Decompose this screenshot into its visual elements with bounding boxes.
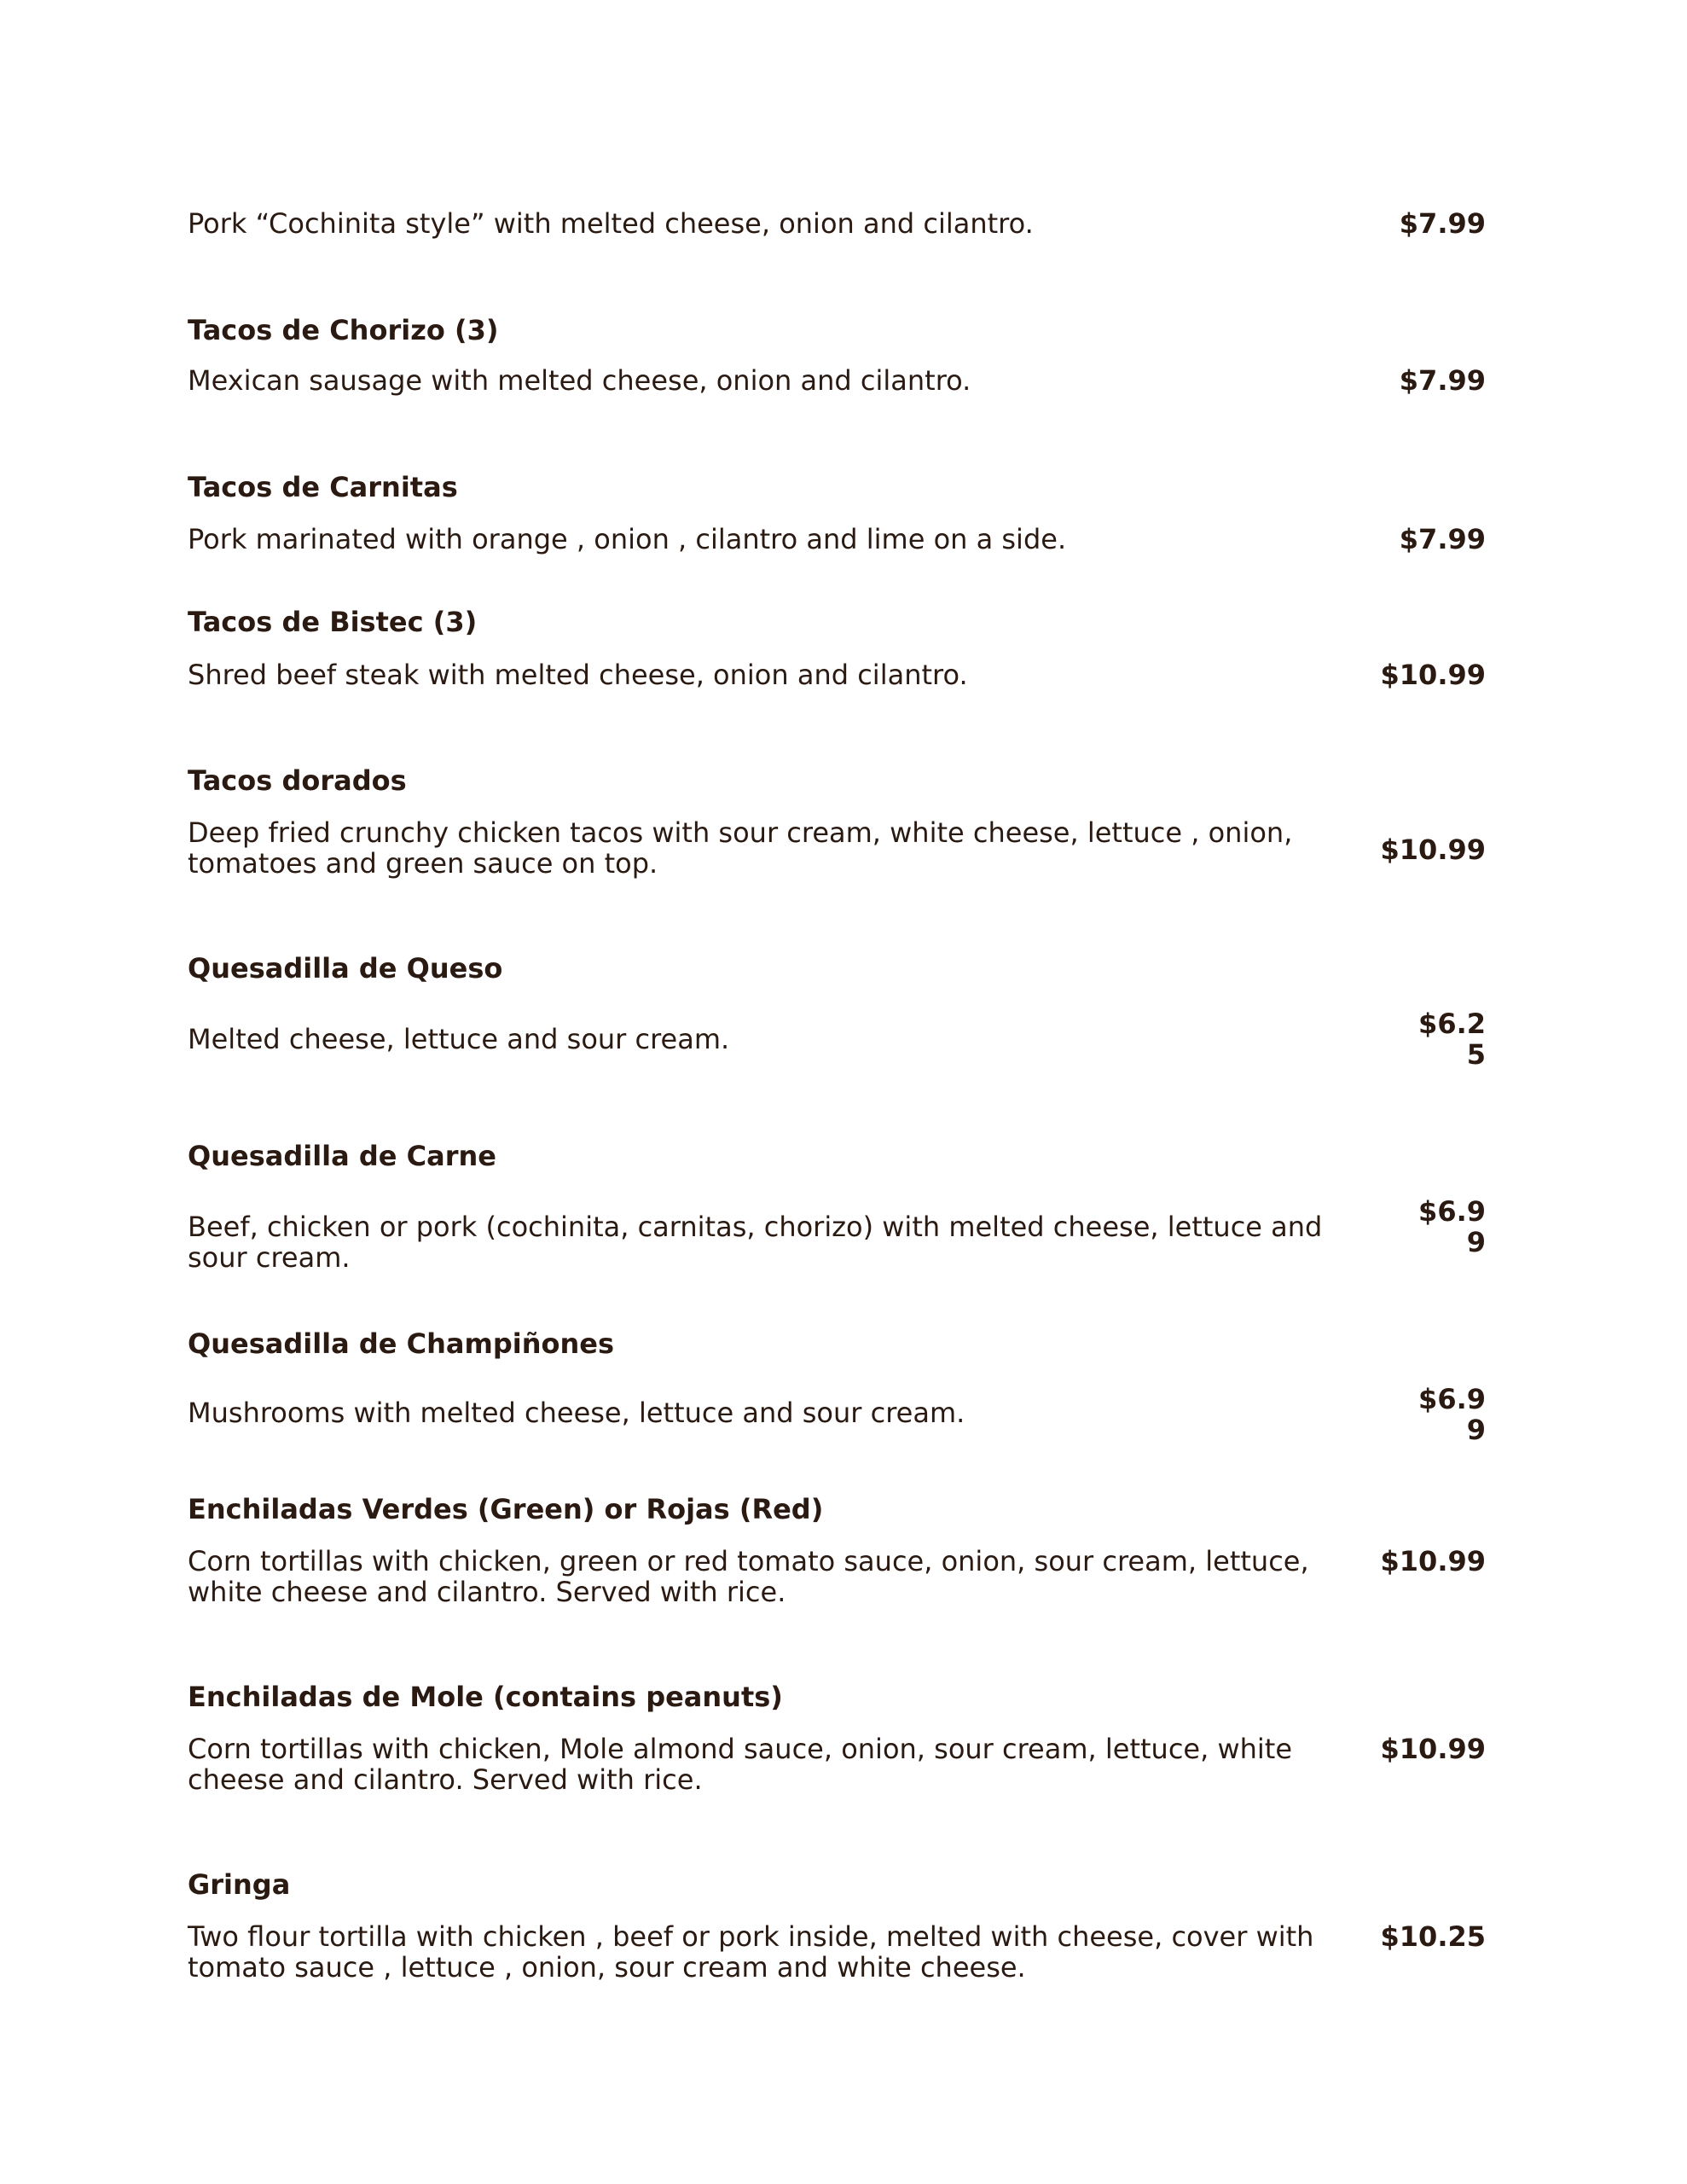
item-price: $10.25 xyxy=(1380,1920,1486,1953)
item-title: Gringa xyxy=(188,1868,291,1901)
item-description: Shred beef steak with melted cheese, onion and cilantro. xyxy=(188,659,968,691)
item-title: Quesadilla de Queso xyxy=(188,952,503,985)
item-title: Tacos de Chorizo (3) xyxy=(188,314,499,346)
item-price: $10.99 xyxy=(1380,1733,1486,1765)
item-title: Enchiladas Verdes (Green) or Rojas (Red) xyxy=(188,1493,824,1525)
item-price: $6.99 xyxy=(1418,1195,1486,1258)
item-title: Tacos dorados xyxy=(188,764,407,797)
item-price: $10.99 xyxy=(1380,834,1486,866)
item-description: Beef, chicken or pork (cochinita, carnitas, chorizo) with melted cheese, lettuce and sour cream. xyxy=(188,1211,1323,1274)
item-description: Deep fried crunchy chicken tacos with sour cream, white cheese, lettuce , onion, tomatoes and green sauce on top. xyxy=(188,816,1293,880)
item-title: Enchiladas de Mole (contains peanuts) xyxy=(188,1681,783,1713)
item-description: Pork marinated with orange , onion , cilantro and lime on a side. xyxy=(188,523,1067,555)
item-description: Corn tortillas with chicken, Mole almond sauce, onion, sour cream, lettuce, white cheese and cilantro. Served with rice. xyxy=(188,1733,1293,1796)
item-title: Quesadilla de Champiñones xyxy=(188,1327,614,1360)
item-price: $10.99 xyxy=(1380,1545,1486,1577)
item-price: $7.99 xyxy=(1399,523,1486,555)
item-description: Mexican sausage with melted cheese, onion and cilantro. xyxy=(188,364,971,397)
item-description: Corn tortillas with chicken, green or red tomato sauce, onion, sour cream, lettuce, white cheese and cilantro. Served with rice. xyxy=(188,1545,1309,1608)
item-description: Mushrooms with melted cheese, lettuce and sour cream. xyxy=(188,1397,965,1429)
item-description: Melted cheese, lettuce and sour cream. xyxy=(188,1023,730,1055)
item-title: Quesadilla de Carne xyxy=(188,1140,496,1172)
item-price: $7.99 xyxy=(1399,364,1486,397)
item-title: Tacos de Bistec (3) xyxy=(188,606,478,638)
item-description: Pork “Cochinita style” with melted cheese, onion and cilantro. xyxy=(188,207,1034,240)
item-price: $7.99 xyxy=(1399,207,1486,240)
item-description: Two flour tortilla with chicken , beef or pork inside, melted with cheese, cover with tomato sauce , lettuce , onion, sour cream and white cheese. xyxy=(188,1920,1314,1984)
item-price: $6.99 xyxy=(1418,1383,1486,1446)
item-title: Tacos de Carnitas xyxy=(188,471,458,503)
item-price: $10.99 xyxy=(1380,659,1486,691)
item-price: $6.25 xyxy=(1418,1008,1486,1071)
